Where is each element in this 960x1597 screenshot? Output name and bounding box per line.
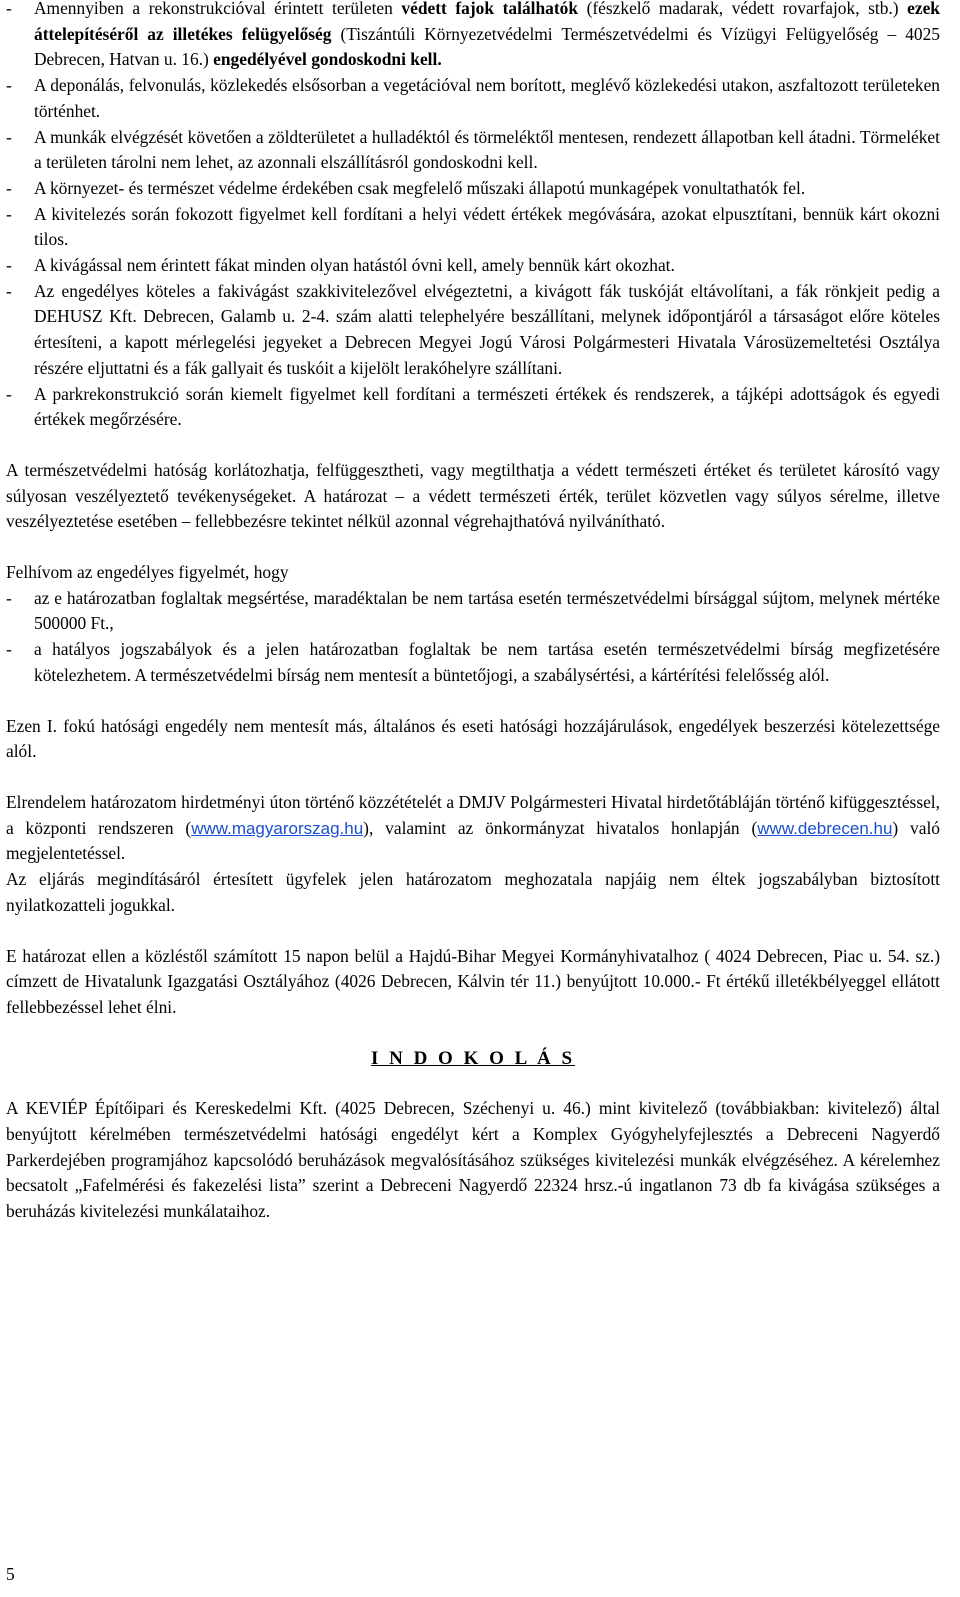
paragraph-attention-intro: Felhívom az engedélyes figyelmét, hogy: [6, 562, 289, 583]
list-item: - a hatályos jogszabályok és a jelen határozatban foglaltak be nem tartása esetén természetvédelmi bírság megfizetésére kötelezhetem. A természetvédelmi bírság nem mentesít a büntetőjogi, a szabálysértési, a kártérítési felelősség alól.: [6, 639, 940, 685]
paragraph-appeal: E határozat ellen a közléstől számított 15 napon belül a Hajdú-Bihar Megyei Kormányhivatalhoz ( 4024 Debrecen, Piac u. 54. sz.) címzett de Hivatalunk Igazgatási Osztályához (4026 Debrecen, Kálvin tér 11.) benyújtott 10.000.- Ft értékű illetékbélyeggel ellátott fellebbezéssel lehet élni.: [6, 945, 940, 1017]
list-item: - A deponálás, felvonulás, közlekedés elsősorban a vegetációval nem borított, meglévő közlekedési utakon, aszfaltozott területeken történhet.: [6, 75, 940, 121]
list-dash: -: [6, 0, 12, 18]
list-dash: -: [6, 75, 12, 96]
list-dash: -: [6, 203, 12, 224]
list-dash: -: [6, 383, 12, 404]
bold-text: engedélyével gondoskodni kell.: [213, 49, 442, 70]
list-dash: -: [6, 255, 12, 276]
list-item: - Az engedélyes köteles a fakivágást szakkivitelezővel elvégeztetni, a kivágott fák tuskóját eltávolítani, a fák rönkjeit pedig a DEHUSZ Kft. Debrecen, Galamb u. 2-4. szám alatti telephelyére beszállítani, melynek időpontjáról a társaságot előre köteles értesíteni, a kapott mérlegelési jegyeket a Debrecen Megyei Jogú Városi Polgármesteri Hivatala Városüzemeltetési Osztálya részére eljuttatni és a fák gallyait és tuskóit a kijelölt lerakóhelyre szállítani.: [6, 280, 940, 378]
list-dash: -: [6, 639, 12, 660]
link-magyarorszag[interactable]: www.magyarorszag.hu: [191, 818, 364, 838]
link-debrecen[interactable]: www.debrecen.hu: [757, 818, 893, 838]
list-dash: -: [6, 280, 12, 301]
list-item: - A környezet- és természet védelme érdekében csak megfelelő műszaki állapotú munkagépek vonultathatók fel.: [6, 176, 940, 202]
paragraph-parties: Az eljárás megindításáról értesített ügyfelek jelen határozatom meghozatala napjáig nem éltek jogszabályban biztosított nyilatkozatteli jogukkal.: [6, 869, 940, 915]
paragraph-first-degree: Ezen I. fokú hatósági engedély nem mentesít más, általános és eseti hatósági hozzájárulások, engedélyek beszerzési kötelezettsége alól.: [6, 715, 940, 762]
list-item: - A kivágással nem érintett fákat minden olyan hatástól óvni kell, amely bennük kárt okozhat.: [6, 253, 940, 279]
list-item: - A parkrekonstrukció során kiemelt figyelmet kell fordítani a természeti értékek és rendszerek, a tájképi adottságok és egyedi értékek megőrzésére.: [6, 383, 940, 430]
list-dash: -: [6, 126, 12, 147]
section-heading: I N D O K O L Á S: [370, 1047, 576, 1069]
list-dash: -: [6, 177, 12, 198]
bold-text: védett fajok találhatók: [401, 0, 578, 18]
page-number: 5: [6, 1564, 15, 1584]
list-item: - A munkák elvégzését követően a zöldterületet a hulladéktól és törmeléktől mentesen, rendezett állapotban kell átadni. Törmeléket a területen tárolni nem lehet, az azonnali elszállításról gondoskodni kell.: [6, 126, 940, 173]
paragraph-reasoning: A KEVIÉP Építőipari és Kereskedelmi Kft. (4025 Debrecen, Széchenyi u. 46.) mint kivitelező (továbbiakban: kivitelező) által benyújtott kérelmében természetvédelmi hatósági engedélyt kért a Komplex Gyógyhelyfejlesztés a Debreceni Nagyerdő Parkerdejében programjához kapcsolódó beruházások megvalósításához szükséges kivitelezési munkák elvégzéséhez. A kérelemhez becsatolt „Fafelmérési és fakezelési lista” szerint a Debreceni Nagyerdő 22324 hrsz.-ú ingatlanon 73 db fa kivágása szükséges a beruházás kivitelezési munkálataihoz.: [6, 1098, 940, 1222]
document-page: [6, 0, 940, 1225]
list-item: - Amennyiben a rekonstrukcióval érintett területen védett fajok találhatók (fészkelő madarak, védett rovarfajok, stb.) ezek áttelepítéséről az illetékes felügyelőség (Tiszántúli Környezetvédelmi Természetvédelmi és Vízügyi Felügyelőség – 4025 Debrecen, Hatvan u. 16.) engedélyével gondoskodni kell.: [6, 0, 940, 73]
paragraph-publish: Elrendelem határozatom hirdetményi úton történő közzétételét a DMJV Polgármesteri Hivatal hirdetőtábláján történő kifüggesztéssel, a központi rendszeren (www.magyarorszag.hu), valamint az önkormányzat hivatalos honlapján (www.debrecen.hu) való megjelentetéssel.: [6, 791, 940, 864]
paragraph-authority: A természetvédelmi hatóság korlátozhatja, felfüggesztheti, vagy megtilthatja a védett természeti értéket és területet károsító vagy súlyosan veszélyeztető tevékenységeket. A határozat – a védett természeti érték, terület közvetlen vagy súlyos sérelme, illetve veszélyeztetése esetében – fellebbezésre tekintet nélkül azonnal végrehajthatóvá nyilvánítható.: [6, 459, 940, 532]
list-item: - az e határozatban foglaltak megsértése, maradéktalan be nem tartása esetén természetvédelmi bírsággal sújtom, melynek mértéke 500000 Ft.,: [6, 587, 940, 634]
bold-text: ezek áttelepítéséről az illetékes felügyelőség: [34, 0, 940, 44]
list-item: - A kivitelezés során fokozott figyelmet kell fordítani a helyi védett értékek megóvására, azokat elpusztítani, bennük kárt okozni tilos.: [6, 203, 940, 250]
list-dash: -: [6, 587, 12, 608]
